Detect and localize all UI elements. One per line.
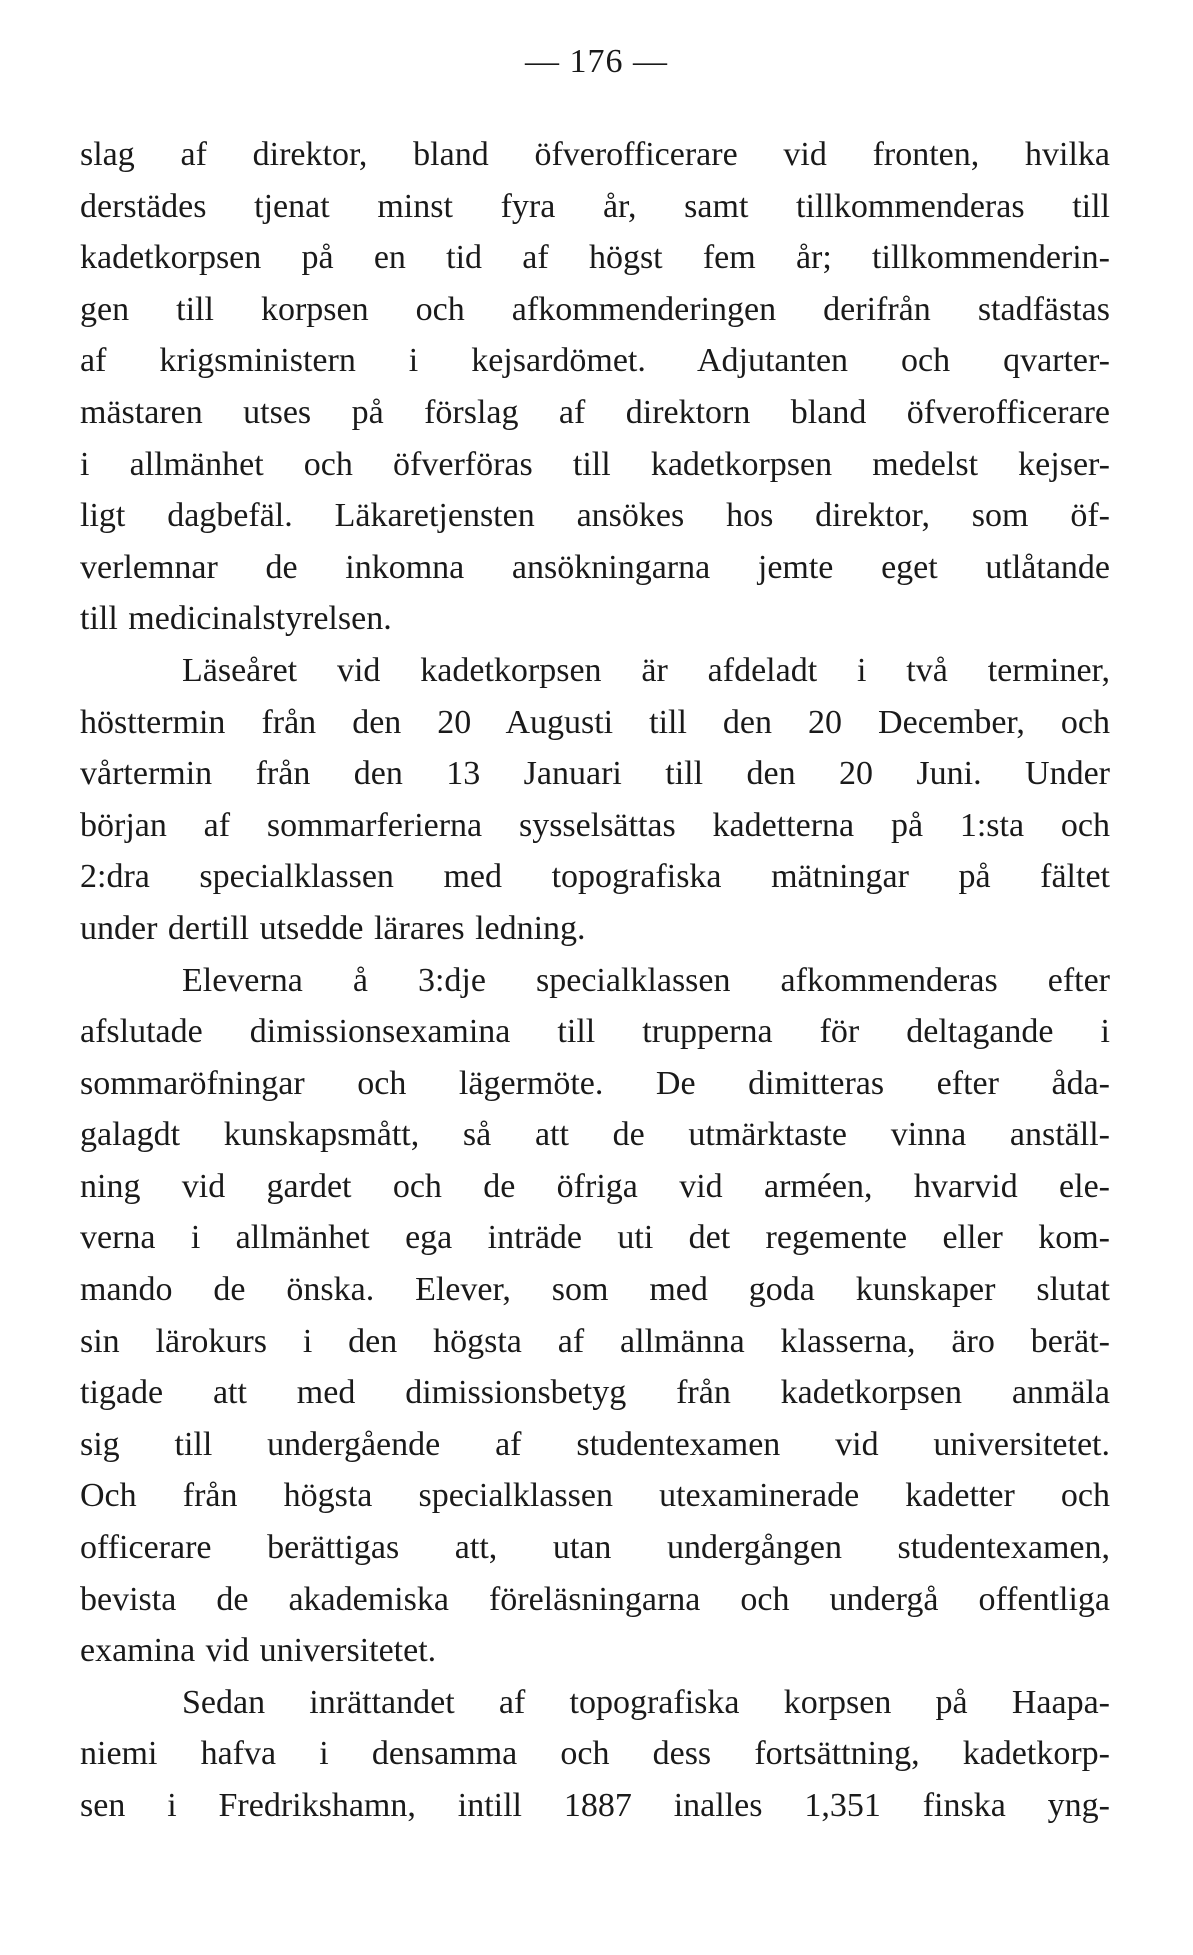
text-line: Eleverna å 3:dje specialklassen afkommenderas efter [182, 961, 1110, 999]
text-line: ligt dagbefäl. Läkaretjensten ansökes hos direktor, som öf- [80, 497, 1110, 535]
text-line: mästaren utses på förslag af direktorn bland öfverofficerare [80, 393, 1110, 431]
paragraph [80, 1677, 1110, 1832]
text-line: början af sommarferierna sysselsättas kadetterna på 1:sta och [80, 806, 1110, 844]
text-line: Sedan inrättandet af topografiska korpsen på Haapa- [182, 1683, 1110, 1721]
paragraph [80, 129, 1110, 645]
paragraph [80, 645, 1110, 955]
text-line: sin lärokurs i den högsta af allmänna klasserna, äro berät- [80, 1322, 1110, 1360]
paragraph [80, 955, 1110, 1677]
text-line: till medicinalstyrelsen. [80, 600, 392, 638]
text-line: sommaröfningar och lägermöte. De dimitteras efter åda- [80, 1064, 1110, 1102]
text-line: Läseåret vid kadetkorpsen är afdeladt i två terminer, [182, 651, 1110, 689]
text-line: sig till undergående af studentexamen vid universitetet. [80, 1425, 1110, 1463]
text-line: mando de önska. Elever, som med goda kunskaper slutat [80, 1271, 1110, 1309]
text-line: verlemnar de inkomna ansökningarna jemte eget utlåtande [80, 548, 1110, 586]
text-line: verna i allmänhet ega inträde uti det regemente eller kom- [80, 1219, 1110, 1257]
text-line: bevista de akademiska föreläsningarna och undergå offentliga [80, 1580, 1110, 1618]
text-line: ning vid gardet och de öfriga vid arméen, hvarvid ele- [80, 1167, 1110, 1205]
text-line: Och från högsta specialklassen utexaminerade kadetter och [80, 1477, 1110, 1515]
text-line: 2:dra specialklassen med topografiska mätningar på fältet [80, 858, 1110, 896]
text-line: under dertill utsedde lärares ledning. [80, 909, 586, 947]
page-number: — 176 — [525, 43, 668, 80]
text-line: i allmänhet och öfverföras till kadetkorpsen medelst kejser- [80, 445, 1110, 483]
text-line: derstädes tjenat minst fyra år, samt tillkommenderas till [80, 187, 1110, 225]
text-line: gen till korpsen och afkommenderingen derifrån stadfästas [80, 290, 1110, 328]
text-line: examina vid universitetet. [80, 1632, 437, 1670]
text-line: slag af direktor, bland öfverofficerare vid fronten, hvilka [80, 136, 1110, 173]
text-line: sen i Fredrikshamn, intill 1887 inalles 1,351 finska yng- [80, 1787, 1110, 1824]
text-line: officerare berättigas att, utan undergången studentexamen, [80, 1529, 1110, 1567]
text-line: hösttermin från den 20 Augusti till den 20 December, och [80, 703, 1110, 741]
text-line: af krigsministern i kejsardömet. Adjutanten och qvarter- [80, 342, 1110, 380]
text-line: tigade att med dimissionsbetyg från kadetkorpsen anmäla [80, 1374, 1110, 1412]
text-line: vårtermin från den 13 Januari till den 20 Juni. Under [80, 755, 1110, 793]
text-line: niemi hafva i densamma och dess fortsättning, kadetkorp- [80, 1735, 1110, 1773]
text-line: kadetkorpsen på en tid af högst fem år; tillkommenderin- [80, 239, 1110, 277]
text-line: afslutade dimissionsexamina till trupperna för deltagande i [80, 1013, 1110, 1051]
body-text [80, 129, 1110, 1832]
text-line: galagdt kunskapsmått, så att de utmärktaste vinna anställ- [80, 1116, 1110, 1154]
